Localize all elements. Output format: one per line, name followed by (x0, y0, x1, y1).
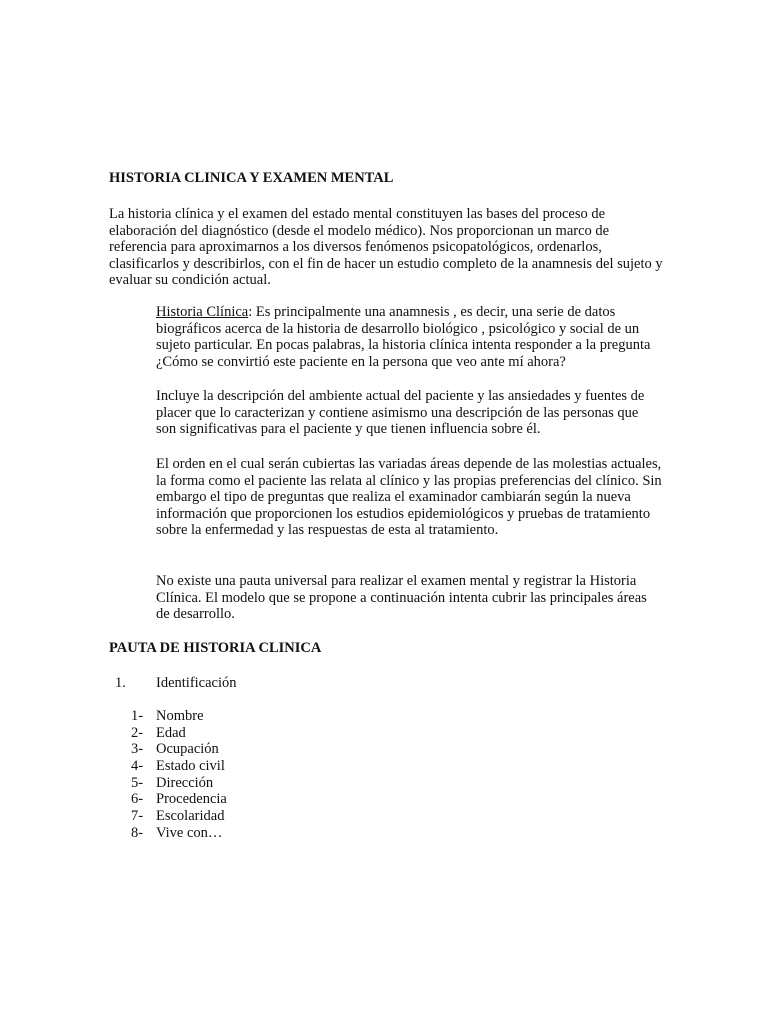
list-item (109, 791, 409, 808)
identification-list (109, 708, 409, 842)
historia-clinica-term: Historia Clínica (156, 304, 249, 320)
pauta-paragraph: No existe una pauta universal para realizar el examen mental y registrar la Historia Clínica. El modelo que se propone a continuación intenta cubrir las principales áreas de desarrollo. (156, 573, 647, 622)
list-item-label: Estado civil (156, 758, 225, 775)
historia-clinica-definition: : Es principalmente una anamnesis , es decir, una serie de datos biográficos acerca de la historia de desarrollo biológico , psicológico y social de un sujeto particular. En pocas palabras, la historia clínica intenta responder a la pregunta ¿Cómo se convirtió este paciente en la persona que veo ante mí ahora? (156, 304, 651, 370)
historia-clinica-paragraph (156, 304, 662, 370)
list-item (109, 758, 409, 775)
list-item-number: 1- (131, 708, 144, 724)
list-item (109, 825, 409, 842)
list-item-label: Vive con… (156, 824, 223, 841)
incluye-paragraph: Incluye la descripción del ambiente actual del paciente y las ansiedades y fuentes de placer que lo caracterizan y contiene asimismo una descripción de las personas que son significativas para el paciente y que tienen influencia sobre él. (156, 388, 645, 437)
list-item-number: 2- (131, 724, 144, 741)
list-item-number: 7- (131, 808, 144, 825)
document-title: HISTORIA CLINICA Y EXAMEN MENTAL (109, 170, 394, 186)
list-item (109, 808, 409, 825)
list-item-number: 4- (131, 758, 144, 775)
list-item-label: Escolaridad (156, 808, 225, 825)
list-item-number: 3- (131, 741, 144, 758)
list-item-label: Nombre (156, 708, 204, 724)
list-item-label: Ocupación (156, 741, 219, 758)
list-item (109, 741, 409, 758)
orden-paragraph: El orden en el cual serán cubiertas las variadas áreas depende de las molestias actuales, la forma como el paciente las relata al clínico y las propias preferencias del clínico. Sin embargo el tipo de preguntas que realiza el examinador cambiarán según la nueva información que proporcionen los estudios epidemiológicos y pruebas de tratamiento sobre la enfermedad y las respuestas de esta al tratamiento. (156, 456, 662, 538)
list-item (109, 725, 409, 742)
pauta-title: PAUTA DE HISTORIA CLINICA (109, 640, 322, 656)
section-label: Identificación (156, 675, 237, 691)
list-item-label: Edad (156, 724, 186, 741)
list-item-label: Dirección (156, 774, 214, 791)
list-item (109, 775, 409, 792)
list-item-number: 6- (131, 791, 144, 808)
list-item (109, 708, 409, 725)
list-item-number: 5- (131, 774, 144, 791)
intro-paragraph: La historia clínica y el examen del estado mental constituyen las bases del proceso de elaboración del diagnóstico (desde el modelo médico). Nos proporcionan un marco de referencia para aproximarnos a los diversos fenómenos psicopatológicos, ordenarlos, clasificarlos y describirlos, con el fin de hacer un estudio completo de la anamnesis del sujeto y evaluar su condición actual. (109, 206, 663, 288)
list-item-label: Procedencia (156, 791, 227, 808)
section-number: 1. (115, 675, 126, 691)
list-item-number: 8- (131, 824, 144, 841)
